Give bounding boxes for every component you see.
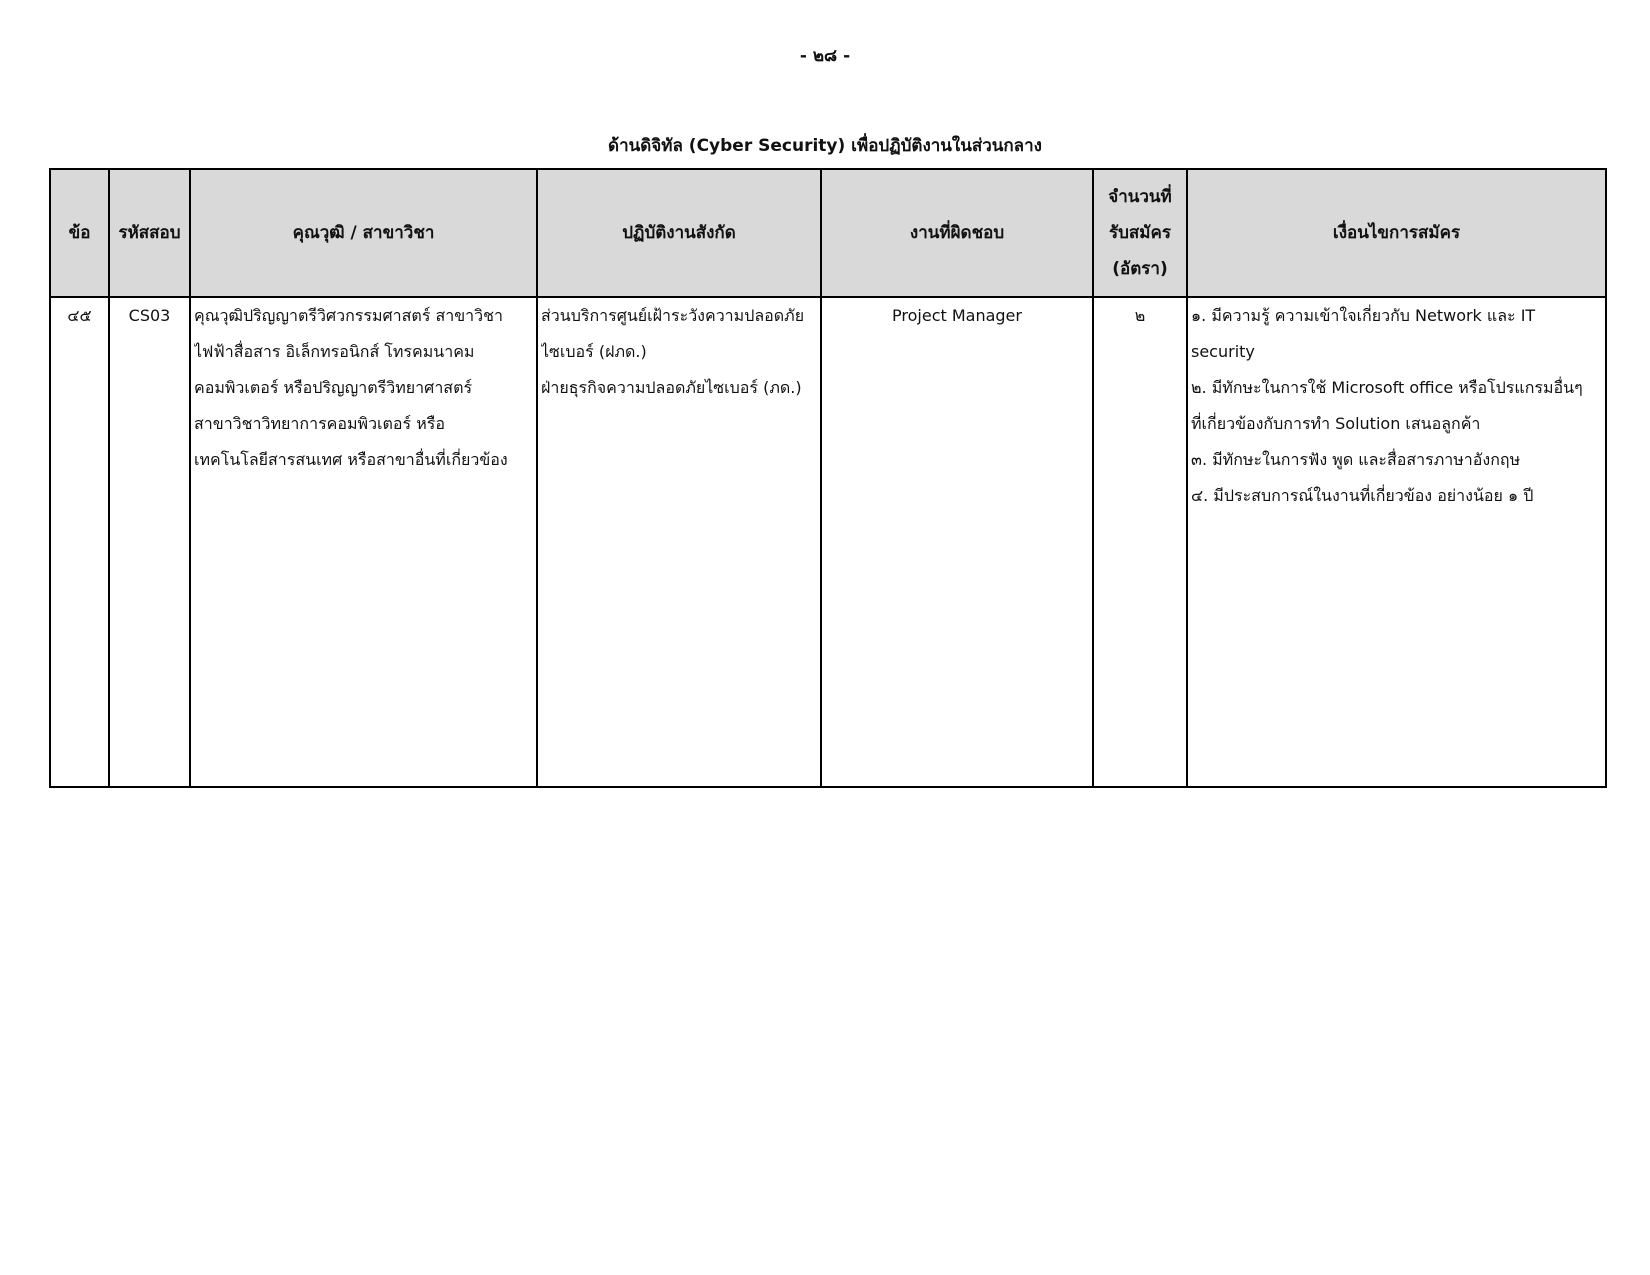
department-line: ส่วนบริการศูนย์เฝ้าระวังความปลอดภัย — [541, 306, 805, 325]
header-no: ข้อ — [50, 169, 109, 297]
cell-department — [537, 297, 821, 787]
department-line: ไซเบอร์ (ฝภด.) — [541, 342, 647, 361]
qualification-line: คุณวุฒิปริญญาตรีวิศวกรรมศาสตร์ สาขาวิชา — [194, 306, 503, 325]
cell-conditions — [1187, 297, 1606, 787]
qualification-line: ไฟฟ้าสื่อสาร อิเล็กทรอนิกส์ โทรคมนาคม — [194, 342, 475, 361]
header-conditions: เงื่อนไขการสมัคร — [1187, 169, 1606, 297]
condition-line: ๒. มีทักษะในการใช้ Microsoft office หรือโปรแกรมอื่นๆ — [1191, 378, 1583, 397]
cell-count: ๒ — [1093, 297, 1187, 787]
cell-qualification — [190, 297, 537, 787]
header-count — [1093, 169, 1187, 297]
condition-line: security — [1191, 342, 1255, 361]
qualification-line: สาขาวิชาวิทยาการคอมพิวเตอร์ หรือ — [194, 414, 445, 433]
condition-line: ๔. มีประสบการณ์ในงานที่เกี่ยวข้อง อย่างน้อย ๑ ปี — [1191, 486, 1534, 505]
header-qualification: คุณวุฒิ / สาขาวิชา — [190, 169, 537, 297]
cell-no: ๔๕ — [50, 297, 109, 787]
table-header-row — [50, 169, 1606, 297]
cell-responsibility: Project Manager — [821, 297, 1093, 787]
department-line: ฝ่ายธุรกิจความปลอดภัยไซเบอร์ (ภด.) — [541, 378, 802, 397]
header-count-line: จำนวนที่ — [1108, 187, 1172, 207]
header-responsibility: งานที่ผิดชอบ — [821, 169, 1093, 297]
page-number: - ๒๘ - — [799, 46, 851, 66]
header-count-line: (อัตรา) — [1112, 259, 1168, 279]
qualification-line: เทคโนโลยีสารสนเทศ หรือสาขาอื่นที่เกี่ยวข้อง — [194, 450, 508, 469]
job-table — [49, 168, 1607, 788]
table-row — [50, 297, 1606, 787]
qualification-line: คอมพิวเตอร์ หรือปริญญาตรีวิทยาศาสตร์ — [194, 378, 473, 397]
document-title: ด้านดิจิทัล (Cyber Security) เพื่อปฏิบัติงานในส่วนกลาง — [608, 136, 1042, 156]
header-code: รหัสสอบ — [109, 169, 190, 297]
cell-code: CS03 — [109, 297, 190, 787]
header-department: ปฏิบัติงานสังกัด — [537, 169, 821, 297]
condition-line: ๓. มีทักษะในการฟัง พูด และสื่อสารภาษาอังกฤษ — [1191, 450, 1521, 469]
condition-line: ๑. มีความรู้ ความเข้าใจเกี่ยวกับ Network และ IT — [1191, 306, 1536, 325]
header-count-line: รับสมัคร — [1108, 223, 1171, 243]
condition-line: ที่เกี่ยวข้องกับการทำ Solution เสนอลูกค้า — [1191, 414, 1481, 433]
